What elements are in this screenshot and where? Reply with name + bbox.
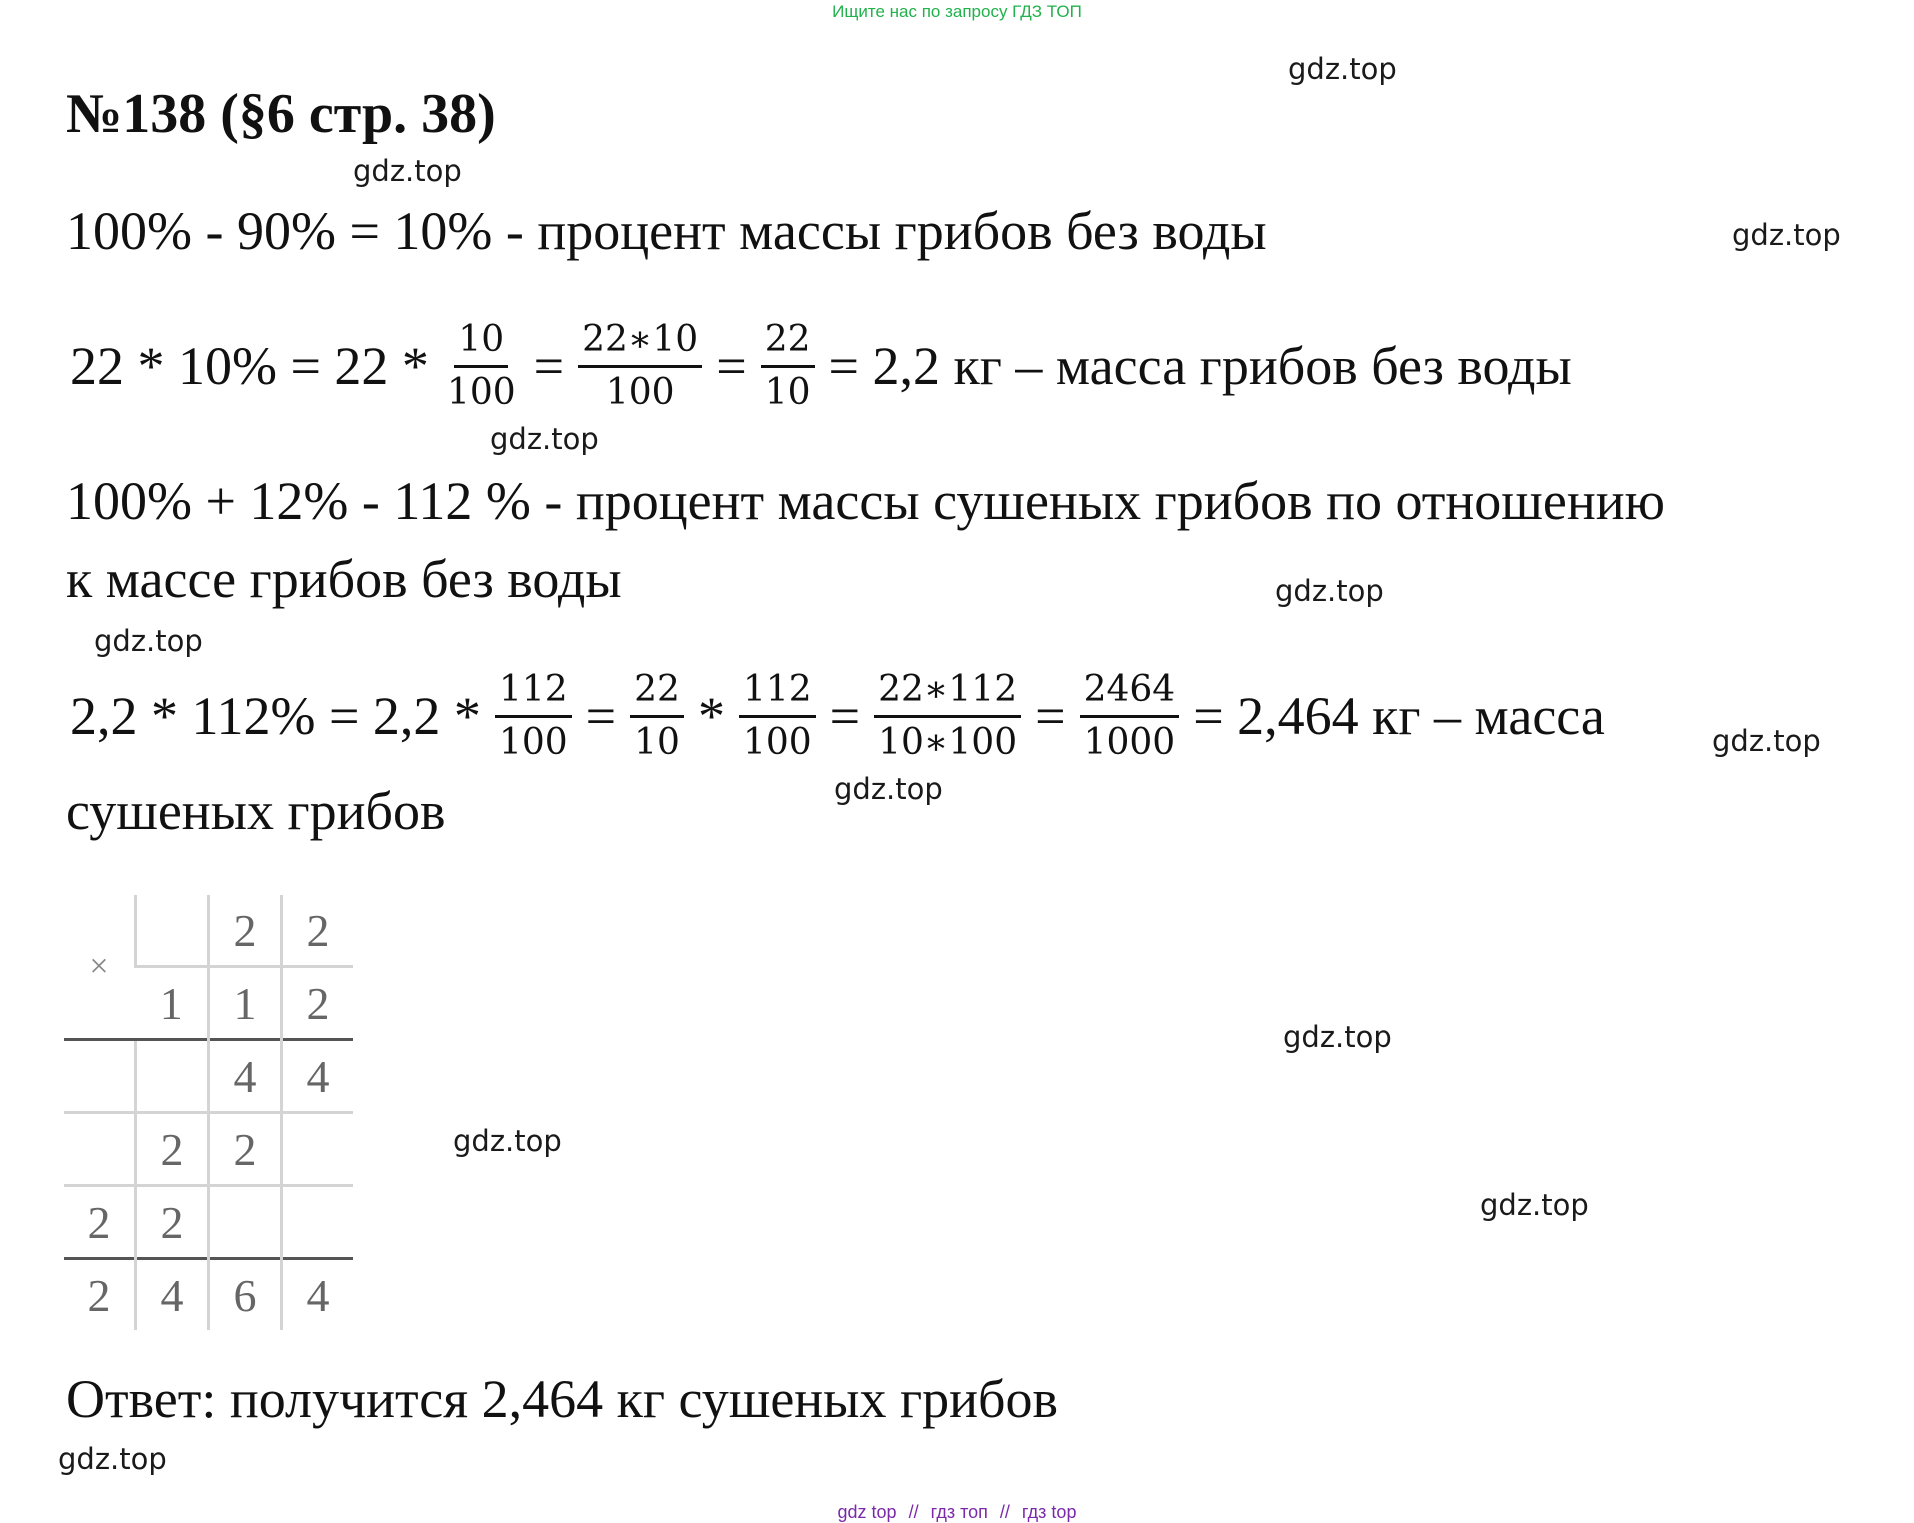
mult-cell: 1: [209, 967, 282, 1040]
column-multiplication: [64, 895, 353, 1330]
watermark: gdz.top: [58, 1442, 167, 1476]
mult-cell: 4: [282, 1040, 354, 1113]
mult-cell: 4: [136, 1259, 209, 1331]
watermark: gdz.top: [453, 1124, 562, 1158]
mult-cell: 2: [136, 1186, 209, 1259]
answer-line: Ответ: получится 2,464 кг сушеных грибов: [66, 1369, 1058, 1429]
eq2-multiply: *: [697, 686, 725, 747]
mult-cell: 2: [209, 895, 282, 967]
watermark: gdz.top: [94, 624, 203, 658]
eq1-f1-num: 10: [454, 318, 508, 368]
mult-cell: [64, 1113, 136, 1186]
footer-links: [0, 1502, 1914, 1523]
mult-cell: 2: [136, 1113, 209, 1186]
eq2-f2-den: 10: [634, 721, 680, 763]
mult-cell: 4: [209, 1040, 282, 1113]
watermark: gdz.top: [1732, 218, 1841, 252]
mult-cell: 2: [209, 1113, 282, 1186]
solution-line-3a: 100% + 12% - 112 % - процент массы сушеных грибов по отношению: [66, 471, 1665, 531]
eq1-fraction-2: [578, 318, 702, 415]
watermark: gdz.top: [1712, 724, 1821, 758]
footer-link-1[interactable]: gdz top: [837, 1502, 897, 1522]
watermark: gdz.top: [1480, 1188, 1589, 1222]
eq1-tail: = 2,2 кг – масса грибов без воды: [828, 336, 1572, 397]
mult-cell: 2: [64, 1259, 136, 1331]
eq2-fraction-4: [874, 668, 1021, 765]
eq1-lead: 22 * 10% = 22 *: [70, 336, 429, 397]
eq1-fraction-3: [761, 318, 815, 415]
equation-2: [66, 668, 1609, 765]
eq2-f1-num: 112: [495, 668, 572, 718]
eq2-f5-num: 2464: [1080, 668, 1180, 718]
equation-1: [66, 318, 1576, 415]
mult-cell: [64, 1040, 136, 1113]
solution-line-3b: к массе грибов без воды: [66, 549, 622, 609]
mult-cell: [282, 1113, 354, 1186]
mult-cell: 6: [209, 1259, 282, 1331]
eq1-fraction-1: [443, 318, 520, 415]
mult-row-result: [64, 1259, 353, 1331]
watermark: gdz.top: [1275, 574, 1384, 608]
eq2-tail: = 2,464 кг – масса: [1193, 686, 1605, 747]
mult-row-1: [64, 895, 353, 967]
eq2-lead: 2,2 * 112% = 2,2 *: [70, 686, 481, 747]
eq1-f3-den: 10: [764, 371, 811, 413]
watermark: gdz.top: [353, 154, 462, 188]
eq2-equals-b: =: [829, 686, 861, 747]
mult-cell: 2: [282, 967, 354, 1040]
eq2-fraction-3: [739, 668, 816, 765]
mult-cell: 2: [282, 895, 354, 967]
multiply-sign: ×: [89, 947, 109, 985]
eq2-fraction-1: [495, 668, 572, 765]
footer-separator: //: [908, 1502, 919, 1522]
mult-row-4: [64, 1113, 353, 1186]
mult-cell: [209, 1186, 282, 1259]
eq1-f2-num: 22∗10: [578, 318, 702, 368]
mult-cell: 4: [282, 1259, 354, 1331]
mult-cell: 2: [64, 1186, 136, 1259]
footer-link-3[interactable]: гдз top: [1021, 1502, 1077, 1522]
solution-line-1: 100% - 90% = 10% - процент массы грибов без воды: [66, 201, 1267, 261]
watermark: gdz.top: [834, 772, 943, 806]
mult-cell: [136, 1040, 209, 1113]
eq2-f3-num: 112: [739, 668, 816, 718]
eq1-f1-den: 100: [446, 371, 516, 413]
eq1-equals-a: =: [533, 336, 565, 397]
footer-link-2[interactable]: гдз топ: [930, 1502, 988, 1522]
eq1-f2-den: 100: [605, 371, 675, 413]
eq2-f3-den: 100: [742, 721, 812, 763]
mult-cell: [136, 895, 209, 967]
eq2-f2-num: 22: [630, 668, 684, 718]
eq2-fraction-2: [630, 668, 684, 765]
mult-cell: [282, 1186, 354, 1259]
watermark: gdz.top: [490, 422, 599, 456]
eq2-f4-num: 22∗112: [874, 668, 1021, 718]
eq2-f1-den: 100: [498, 721, 568, 763]
eq2-f5-den: 1000: [1083, 721, 1176, 763]
eq2-equals-a: =: [585, 686, 617, 747]
eq2-fraction-5: [1080, 668, 1180, 765]
mult-row-3: [64, 1040, 353, 1113]
footer-separator: //: [999, 1502, 1010, 1522]
top-banner: Ищите нас по запросу ГДЗ ТОП: [832, 2, 1082, 21]
eq2-f4-den: 10∗100: [878, 721, 1018, 763]
mult-cell: 1: [136, 967, 209, 1040]
watermark: gdz.top: [1288, 52, 1397, 86]
watermark: gdz.top: [1283, 1020, 1392, 1054]
eq2-equals-c: =: [1035, 686, 1066, 747]
solution-line-4b: сушеных грибов: [66, 781, 446, 841]
eq1-equals-b: =: [716, 336, 747, 397]
eq1-f3-num: 22: [761, 318, 815, 368]
problem-title: №138 (§6 стр. 38): [66, 83, 496, 145]
mult-row-5: [64, 1186, 353, 1259]
